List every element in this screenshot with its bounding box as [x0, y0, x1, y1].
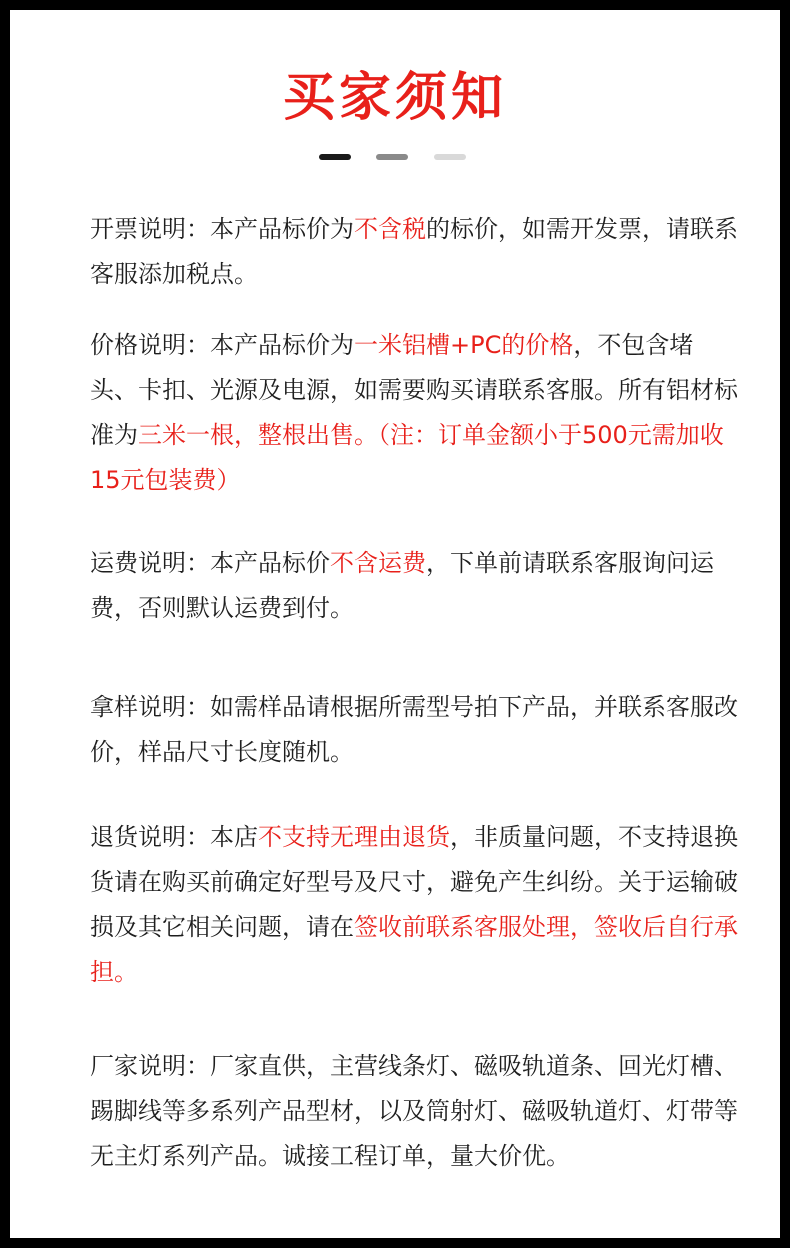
return-note-text: 退货说明：本店: [90, 823, 258, 851]
invoice-note-text: 开票说明：本产品标价为: [90, 215, 354, 243]
shipping-note: [90, 541, 740, 631]
invoice-note: [90, 207, 740, 297]
invoice-note-highlight: 不含税: [354, 215, 426, 243]
pagination-dot: [434, 154, 466, 160]
pagination-dot: [376, 154, 408, 160]
return-note-highlight: 签收前联系客服处理，签收后自行承担。: [90, 913, 738, 986]
shipping-note-text: ，下单前请联系客服询问运费，否则默认运费到付。: [90, 549, 714, 622]
price-note: [90, 323, 740, 503]
manufacturer-note-text: 厂家说明：厂家直供，主营线条灯、磁吸轨道条、回光灯槽、踢脚线等多系列产品型材，以及筒射灯、磁吸轨道灯、灯带等无主灯系列产品。诚接工程订单，量大价优。: [90, 1052, 738, 1170]
return-note-text: ，非质量问题，不支持退换货请在购买前确定好型号及尺寸，避免产生纠纷。关于运输破损及其它相关问题，请在: [90, 823, 738, 941]
price-note-text: ，不包含堵头、卡扣、光源及电源，如需要购买请联系客服。所有铝材标准为: [90, 331, 738, 449]
invoice-note-text: 的标价，如需开发票，请联系客服添加税点。: [90, 215, 738, 288]
pagination-dots: [10, 154, 780, 160]
price-note-text: 价格说明：本产品标价为: [90, 331, 354, 359]
sample-note-text: 拿样说明：如需样品请根据所需型号拍下产品，并联系客服改价，样品尺寸长度随机。: [90, 693, 738, 766]
pagination-dot-active: [319, 154, 351, 160]
page-title: 买家须知: [282, 68, 507, 128]
shipping-note-text: 运费说明：本产品标价: [90, 549, 330, 577]
sample-note: [90, 685, 740, 775]
shipping-note-highlight: 不含运费: [330, 549, 426, 577]
manufacturer-note: [90, 1044, 740, 1179]
return-note: [90, 815, 740, 995]
return-note-highlight: 不支持无理由退货: [258, 823, 450, 851]
price-note-highlight: 三米一根，整根出售。（注：订单金额小于500元需加收15元包装费）: [90, 421, 724, 494]
notice-card: [10, 10, 780, 1238]
price-note-highlight: 一米铝槽+PC的价格: [354, 331, 574, 359]
